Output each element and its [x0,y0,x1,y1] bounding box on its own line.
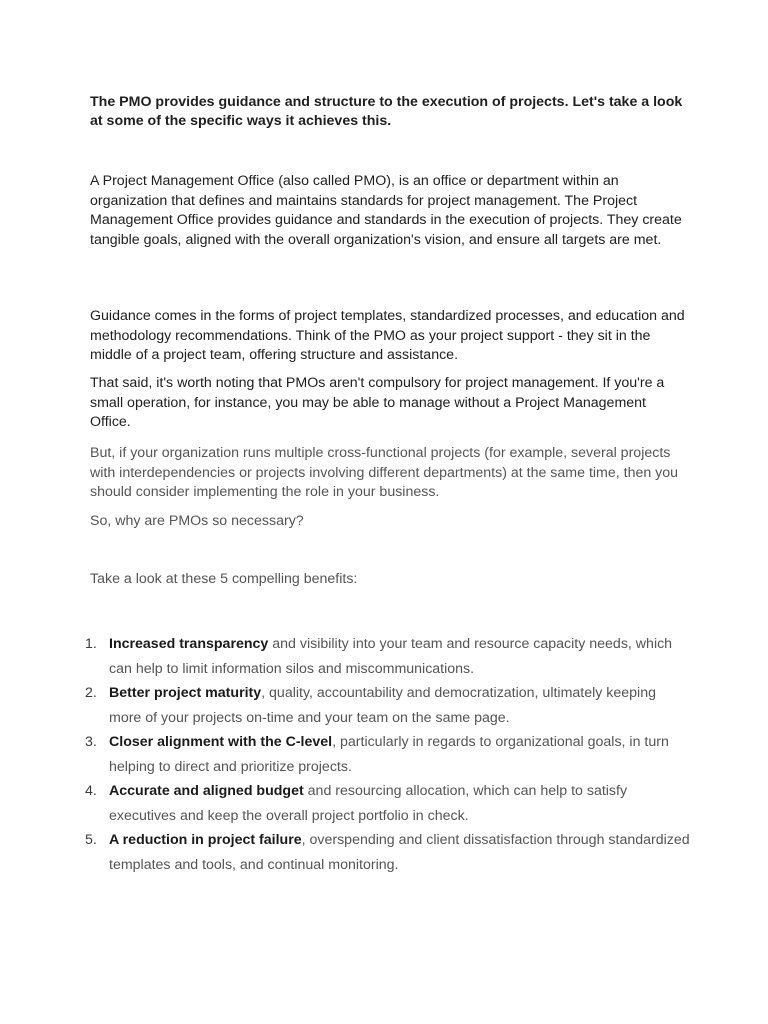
list-item-text: and resourcing allocation, which can help to satisfy executives and keep the overall project portfolio in check. [109,783,628,824]
list-item-lead: Increased transparency [109,636,269,652]
list-item-text: and visibility into your team and resource capacity needs, which can help to limit information silos and miscommunications. [109,636,673,677]
paragraph-pmo-definition: A Project Management Office (also called PMO), is an office or department within an organization that defines and maintains standards for project management. The Project Management Office provides guidance and standards in the execution of projects. They create tangible goals, aligned with the overall organization's vision, and ensure all targets are met. [90,173,682,248]
list-item-lead: A reduction in project failure [109,832,302,848]
list-item [82,828,692,877]
paragraph-benefits-intro: Take a look at these 5 compelling benefits: [90,571,358,587]
list-item-lead: Closer alignment with the C-level [109,734,333,750]
list-item-lead: Accurate and aligned budget [109,783,304,799]
list-item-text: , quality, accountability and democratization, ultimately keeping more of your projects on-time and your team on the same page. [109,685,656,726]
paragraph-guidance: Guidance comes in the forms of project templates, standardized processes, and education and methodology recommendations. Think of the PMO as your project support - they sit in the middle of a project team, offering structure and assistance. [90,308,685,363]
list-item-number: 1. [85,636,97,652]
list-item-text: , particularly in regards to organizational goals, in turn helping to direct and prioritize projects. [109,734,669,775]
paragraph-cross-functional: But, if your organization runs multiple cross-functional projects (for example, several projects with interdependencies or projects involving different departments) at the same time, then you should consider implementing the role in your business. [90,445,679,500]
list-item [82,779,692,828]
list-item-number: 5. [85,832,97,848]
list-item [82,632,692,681]
intro-heading: The PMO provides guidance and structure to the execution of projects. Let's take a look at some of the specific ways it achieves this. [90,94,683,129]
list-item-number: 3. [85,734,97,750]
list-item-lead: Better project maturity [109,685,262,701]
paragraph-why-necessary: So, why are PMOs so necessary? [90,513,304,529]
list-item-text: , overspending and client dissatisfaction through standardized templates and tools, and continual monitoring. [109,832,690,873]
paragraph-not-compulsory: That said, it's worth noting that PMOs aren't compulsory for project management. If you're a small operation, for instance, you may be able to manage without a Project Management Office. [90,375,665,430]
list-item [82,681,692,730]
benefits-list [82,632,692,877]
list-item-number: 4. [85,783,97,799]
list-item-number: 2. [85,685,97,701]
list-item [82,730,692,779]
